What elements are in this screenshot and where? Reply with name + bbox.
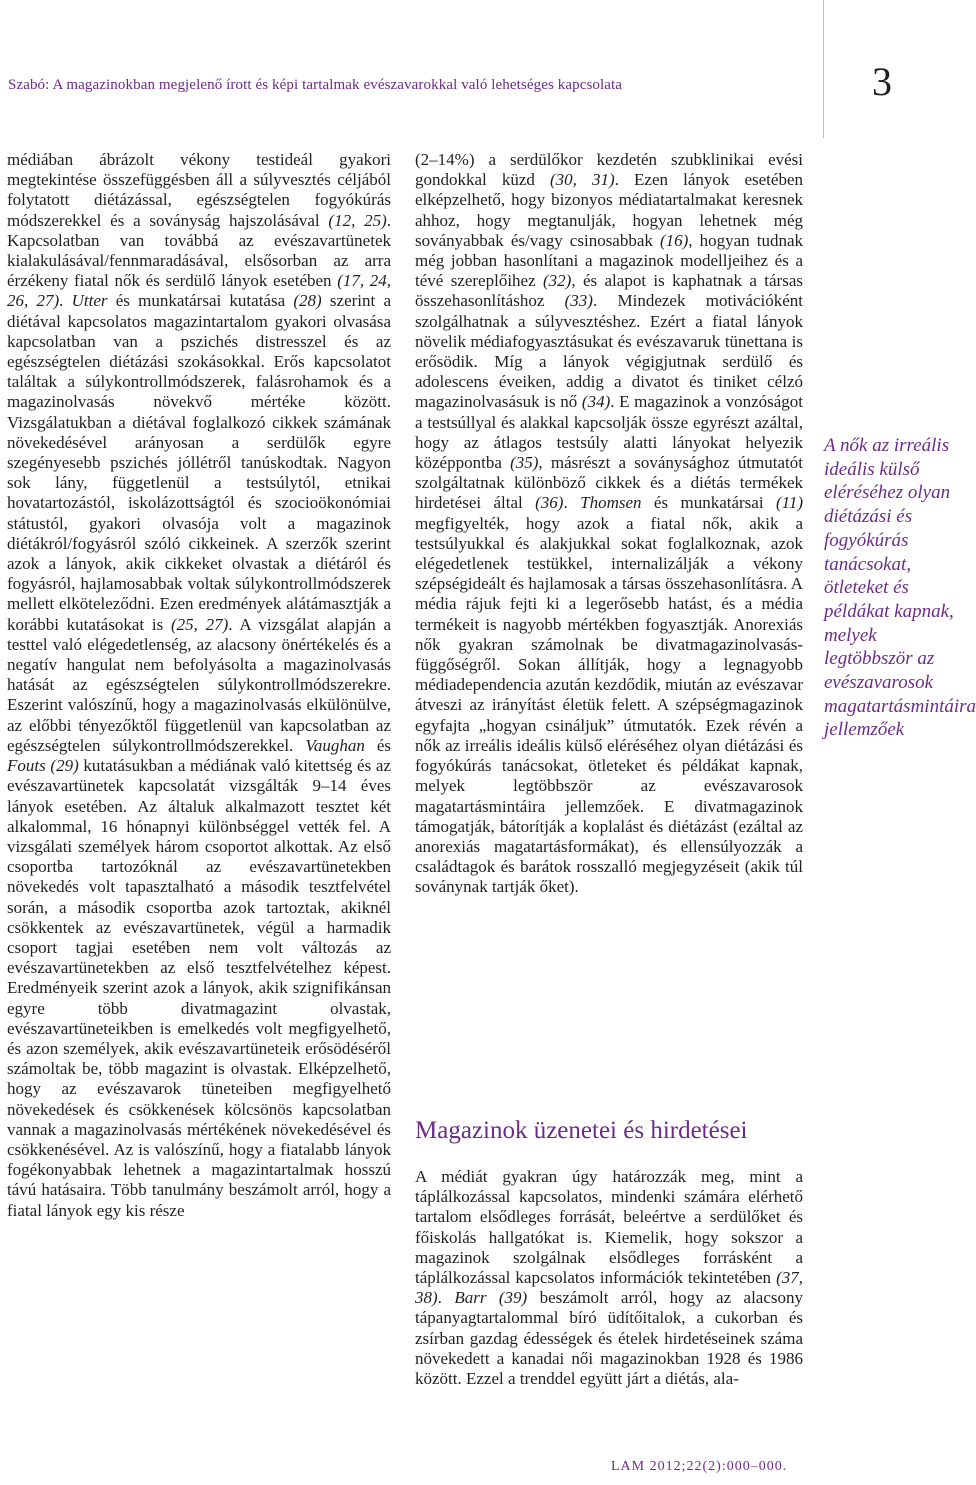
text-run: . E magazinok a vonzóságot a testsúllyal és alakkal kapcsolják össze egyrészt azáltal, hogy az átlagos testsúly alatti lányokat helyezik középpontba — [415, 392, 803, 473]
header-divider-line — [823, 0, 824, 138]
author-name: Vaughan — [305, 735, 365, 755]
text-run: (2–14%) a serdülőkor kezdetén szubklinikai evési gondokkal küzd — [415, 150, 803, 190]
text-run: . Ezen lányok esetében elképzelhető, hogy bizonyos médiatartalmakat keresnek ahhoz, hogy megtanulják, hogyan lehetnek még soványabbak és/vagy csinosabbak — [415, 170, 803, 250]
text-run: és munkatársai kutatása — [107, 291, 294, 311]
sidebar-pull-quote: A nők az irreális ideális külső eléréséhez olyan diétázási és fogyókúrás tanácsokat, ötleteket és példákat kapnak, melyek legtöbbször az evészavarosok magatartásmintáira jellemzőek — [824, 435, 976, 741]
text-run: , másrészt a soványsághoz útmutatót szolgáltatnak különböző cikkek és a diétás termékek hirdetései által — [415, 453, 803, 513]
citation: (29) — [50, 756, 79, 776]
text-run — [486, 1288, 498, 1307]
citation: (30, 31) — [550, 170, 615, 190]
citation: (37, 38) — [415, 1268, 803, 1308]
citation: (16) — [659, 230, 689, 250]
running-head: Szabó: A magazinokban megjelenő írott és képi tartalmak evészavarokkal való lehetséges kapcsolata — [8, 77, 623, 93]
text-run: . — [437, 1288, 455, 1308]
right-column-paragraph — [415, 150, 803, 898]
right-column — [415, 150, 803, 898]
text-run: és — [364, 735, 391, 755]
text-run: és munkatársai — [641, 493, 776, 513]
text-run: kutatásukban a médiának való kitettség és az evészavartünetek kapcsolatát vizsgálták 9–14 éves lányok esetében. Az általuk alkalmazott tesztet két alkalommal, 16 hónapnyi különbséggel vették fel. A vizsgálati személyek három csoportot alkottak. Az első csoportba tartozóknál az evészavartünetekben növekedés volt tapasztalható a második tesztfelvétel során, a második csoportba azok tartoztak, akiknél csökkentek az evészavartünetek, végül a harmadik csoport tagjai esetében nem volt változás az evészavartünetekben az első tesztfelvételhez képest. Eredményeik szerint azok a lányok, akik szignifikánsan egyre több divatmagazint olvastak, evészavartüneteikben is emelkedés volt megfigyelhető, és azon személyek, akik evészavartüneteik erősödéséről számoltak be, több magazint is olvastak. Elképzelhető, hogy az evészavarok tüneteiben megfigyelhető növekedések és csökkenések kölcsönös kapcsolatban vannak a magazinolvasás mértékének növekedésével és csökkenésével. Az is valószínű, hogy a fiatalabb lányok fogékonyabbak lehetnek a magazintartalmak hosszú távú hatásaira. Több tanulmány beszámolt arról, hogy a fiatal lányok egy kis része — [7, 756, 391, 1220]
citation: (35) — [510, 453, 539, 473]
citation: (32) — [543, 271, 572, 291]
text-run: , hogyan tudnak még jobban hasonlítani a magazinok modelljeihez és a tévé szereplőihez — [415, 230, 803, 291]
text-run: médiában ábrázolt vékony testideál gyakori megtekintése összefüggésben áll a súlyvesztés céljából folytatott diétázással, egészségtelen fogyókúrás módszerekkel és a soványság hajszolásával — [7, 150, 391, 230]
citation: (12, 25) — [328, 210, 387, 230]
author-name: Thomsen — [580, 493, 642, 513]
text-run: . Kapcsolatban van továbbá az evészavartünetek kialakulásával/fennmaradásával, elsősorban az arra érzékeny fiatal nők és serdülő lányok esetében — [7, 210, 391, 291]
citation: (25, 27) — [170, 614, 229, 634]
left-column — [7, 150, 391, 1221]
text-run: . — [563, 493, 581, 513]
author-name: Utter — [71, 291, 108, 311]
citation: (39) — [498, 1288, 528, 1308]
citation: (11) — [775, 493, 804, 513]
citation: (34) — [581, 392, 611, 412]
text-run: . — [59, 291, 72, 311]
citation: (33) — [564, 291, 593, 311]
text-run: beszámolt arról, hogy az alacsony tápanyagtartalommal bíró üdítőitalok, a cukorban és zsírban gazdag édességek és ételek hirdetéseinek száma növekedett a kanadai női magazinokban 1928 és 1986 között. Ezzel a trenddel együtt járt a diétás, ala- — [415, 1288, 804, 1389]
section-heading: Magazinok üzenetei és hirdetései — [415, 1117, 748, 1144]
author-name: Barr — [454, 1288, 487, 1308]
page-number: 3 — [872, 59, 892, 104]
journal-footer: LAM 2012;22(2):000–000. — [611, 1459, 788, 1474]
text-run: . A vizsgálat alapján a testtel való elégedetlenség, az alacsony önértékelés és a negatív hangulat nem befolyásolta a magazinolvasás hatását az egészségtelen súlykontrollmódszerekre. Eszerint valószínű, hogy a magazinolvasás elkülönülve, az előbbi tényezőktől függetlenül van kapcsolatban az egészségtelen súlykontrollmódszerekkel. — [7, 614, 391, 755]
text-run: . Mindezek motivációként szolgálhatnak a súlyvesztéshez. Ezért a fiatal lányok növelik médiafogyasztásukat és evészavaruk tünettana is erősödik. Míg a lányok végigjutnak serdülő és adolescens éveiken, addig a divatot és tiniket célzó magazinolvasásuk is nő — [415, 291, 803, 412]
citation: (36) — [535, 493, 564, 513]
text-run: A médiát gyakran úgy határozzák meg, mint a táplálkozással kapcsolatos, mindenki számára elérhető tartalom elsődleges forrását, beleértve a serdülőket és főiskolás hallgatókat is. Kiemelik, hogy sokszor a magazinok szolgálnak elsődleges forrásként a táplálkozással kapcsolatos információk tekintetében — [415, 1167, 803, 1288]
citation: (17, 24, 26, 27) — [7, 271, 391, 311]
author-name: Fouts — [7, 756, 46, 776]
section-paragraph — [415, 1167, 803, 1389]
text-run: szerint a diétával kapcsolatos magazintartalom gyakori olvasása kapcsolatban van a pszichés distresszel és az egészségtelen diétázási szokásokkal. Erős kapcsolatot találtak a súlykontrollmódszerek, falásrohamok és a magazinolvasás növekvő mértéke között. Vizsgálatukban a diétával foglalkozó cikkek számának növekedésével arányosan a serdülők egyre szegényesebb pszichés jóllétről tanúskodtak. Nagyon sok lány, függetlenül a testsúlytól, etnikai hovatartozástól, iskolázottságtól és szocioökonómiai státustól, gyakori olvasója volt a magazinok diétákról/fogyásról szóló cikkeinek. A szerzők szerint azok a lányok, akik cikkeket olvastak a diétáról és fogyásról, hajlamosabbak voltak súlykontrollmódszerek mellett elköteleződni. Ezen eredmények alátámasztják a korábbi kutatásokat is — [7, 291, 391, 634]
left-column-paragraph — [7, 150, 391, 1221]
text-run: , és alapot is kaphatnak a társas összehasonlításhoz — [415, 271, 803, 311]
text-run: megfigyelték, hogy azok a fiatal nők, akik a testsúlyukkal és alakjukkal sokat foglalkoznak, azok elégedetlenek testükkel, internalizálják a vékony szépségideált és hajlamosak a társas összehasonlításra. A média rájuk fejti ki a legerősebb hatást, és a média termékeit is nagyobb mértékben fogyasztják. Anorexiás nők gyakran számolnak be divatmagazinolvasás-függőségről. Sokan állítják, hogy a legnagyobb médiadependencia azután kezdődik, miután az evészavar átveszi az irányítást életük felett. A szépségmagazinok egyfajta „hogyan csináljuk” útmutatók. Ezek révén a nők az irreális ideális külső eléréséhez olyan diétázási és fogyókúrás tanácsokat, ötleteket és példákat kapnak, melyek legtöbbször az evészavarosok magatartásmintáira jellemzőek. E divatmagazinok támogatják, bátorítják a koplalást és diétázást (ezáltal az anorexiás magatartásformákat), és ellensúlyozzák a családtagok és barátok rosszalló megjegyzéseit (akik túl soványnak tartják őket). — [415, 513, 803, 897]
citation: (28) — [293, 291, 322, 311]
section-body — [415, 1167, 803, 1389]
